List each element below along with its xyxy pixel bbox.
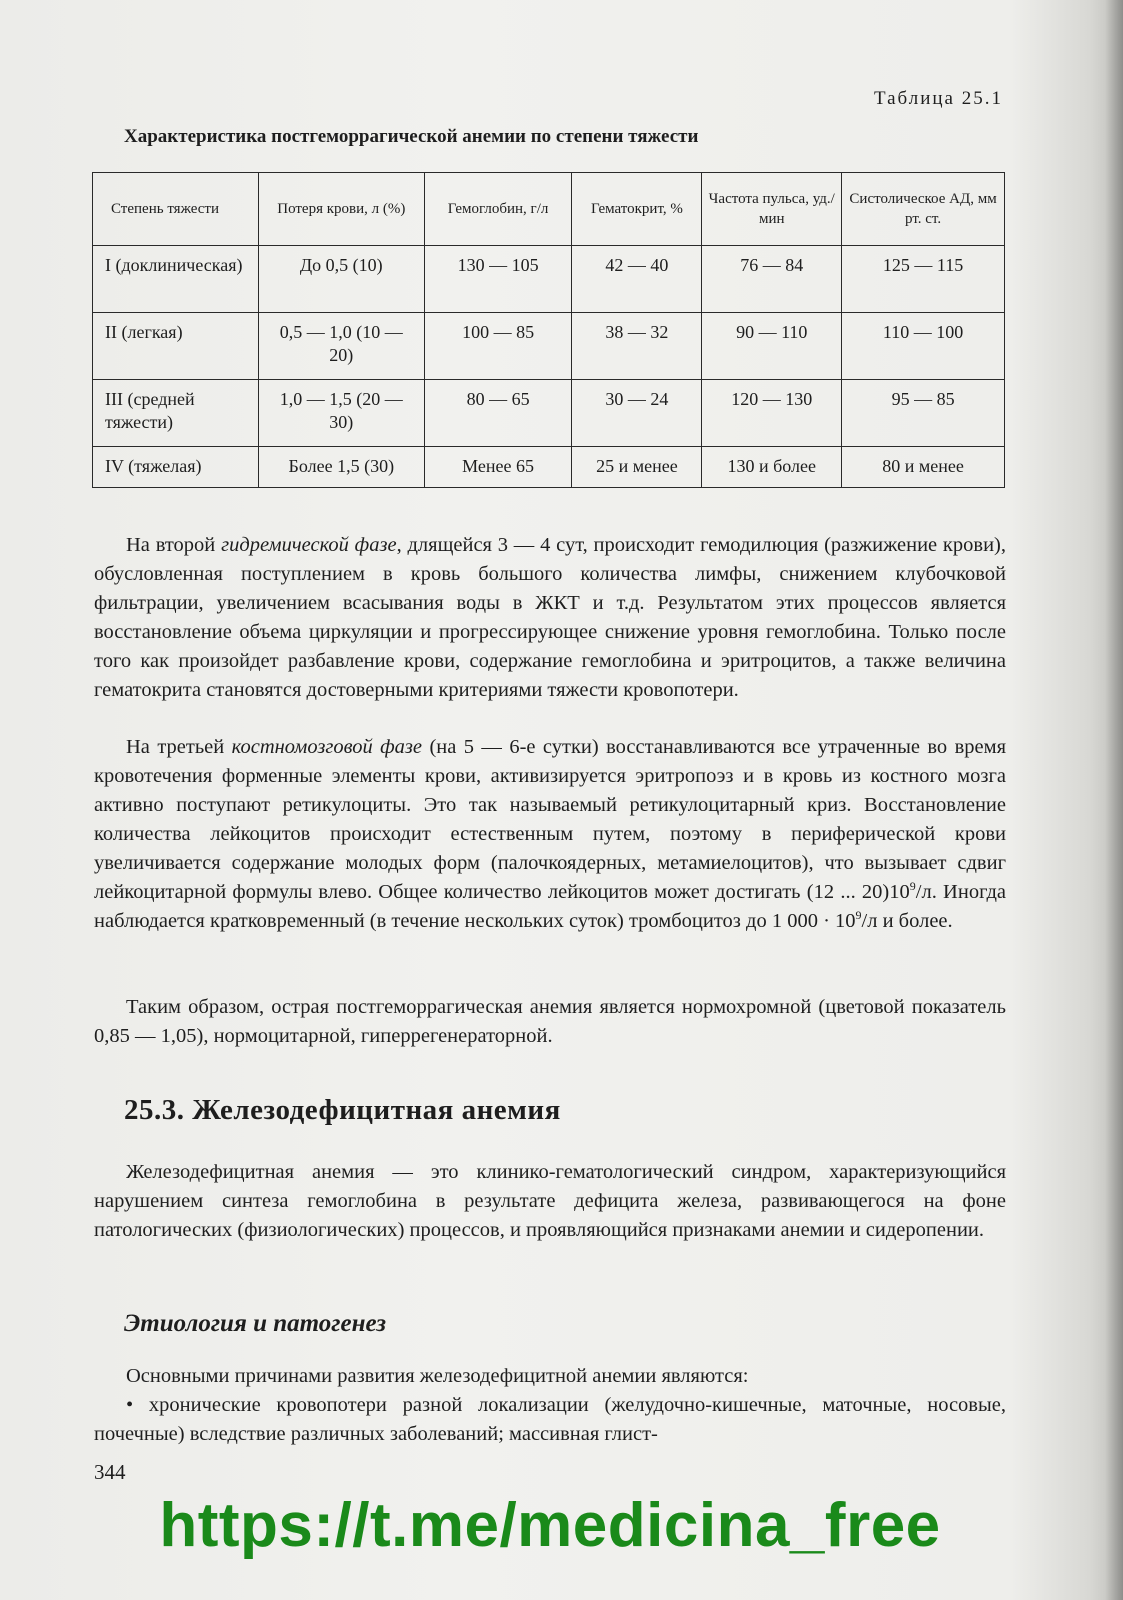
table-row: [93, 246, 1005, 313]
table-cell: IV (тяжелая): [93, 447, 259, 488]
text-run: На третьей: [126, 736, 232, 758]
table-caption: Характеристика постгеморрагической анемии по степени тяжести: [124, 126, 699, 147]
table-header: Систолическое АД, мм рт. ст.: [842, 173, 1005, 246]
table-header: Степень тяжести: [93, 173, 259, 246]
severity-table: [92, 172, 1005, 488]
text-run: Основными причинами развития железодефицитной анемии являются:: [126, 1365, 749, 1387]
footer-link[interactable]: https://t.me/medicina_free: [159, 1491, 941, 1560]
italic-term: костномозговой фазе: [231, 736, 423, 758]
table-cell: 0,5 — 1,0 (10 — 20): [258, 313, 424, 380]
table-cell: 80 — 65: [424, 380, 572, 447]
table-header-row: [93, 173, 1005, 246]
page-edge-shadow: [1105, 0, 1123, 1600]
paragraph-bone-marrow-phase: [94, 733, 1006, 936]
table-header: Гематокрит, %: [572, 173, 702, 246]
paragraph-definition: [94, 1158, 1006, 1245]
table-cell: 42 — 40: [572, 246, 702, 313]
table-cell: 130 и более: [702, 447, 842, 488]
table-cell: III (средней тяжести): [93, 380, 259, 447]
text-run: /л. Иногда наблюдается кратковременный (в течение нескольких суток) тромбоцитоз до 1 000 · 10: [94, 881, 1006, 932]
table-cell: 1,0 — 1,5 (20 — 30): [258, 380, 424, 447]
paragraph-causes: [94, 1362, 1006, 1449]
table-cell: 100 — 85: [424, 313, 572, 380]
italic-term: гидремической фазе: [221, 534, 397, 556]
page-number: 344: [94, 1460, 126, 1484]
table-cell: 25 и менее: [572, 447, 702, 488]
superscript: 9: [855, 908, 862, 923]
table-cell: 130 — 105: [424, 246, 572, 313]
paragraph-hydremic-phase: [94, 531, 1006, 705]
text-run: /л и более.: [861, 910, 953, 932]
text-run: (на 5 — 6-е сутки) восстанавливаются все утраченные во время кровотечения форменные элементы крови, активизируется эритропоэз и в кровь из костного мозга активно поступают ретикулоциты. Это так называемый ретикулоцитарный криз. Восстановление количества лейкоцитов происходит естественным путем, поэтому в периферической крови увеличивается содержание молодых форм (палочкоядерных, метамиелоцитов), что вызывает сдвиг лейкоцитарной формулы влево. Общее количество лейкоцитов может достигать (12 ... 20)10: [94, 736, 1006, 903]
table-header: Частота пульса, уд./мин: [702, 173, 842, 246]
table-cell: 120 — 130: [702, 380, 842, 447]
table-cell: 80 и менее: [842, 447, 1005, 488]
sub-heading: Этиология и патогенез: [124, 1310, 386, 1337]
text-run: Таким образом, острая постгеморрагическая анемия является нормохромной (цветовой показатель 0,85 — 1,05), нормоцитарной, гиперрегенераторной.: [94, 996, 1006, 1047]
table-cell: II (легкая): [93, 313, 259, 380]
table-cell: 76 — 84: [702, 246, 842, 313]
text-run: , длящейся 3 — 4 сут, происходит гемодилюция (разжижение крови), обусловленная поступлением в кровь большого количества лимфы, снижением клубочковой фильтрации, увеличением всасывания воды в ЖКТ и т.д. Результатом этих процессов является восстановление объема циркуляции и прогрессирующее снижение уровня гемоглобина. Только после того как произойдет разбавление крови, содержание гемоглобина и эритроцитов, а также величина гематокрита становятся достоверными критериями тяжести кровопотери.: [94, 534, 1006, 701]
table-cell: До 0,5 (10): [258, 246, 424, 313]
table-cell: 125 — 115: [842, 246, 1005, 313]
table-row: [93, 380, 1005, 447]
table-cell: Более 1,5 (30): [258, 447, 424, 488]
table-cell: 38 — 32: [572, 313, 702, 380]
text-run: На второй: [126, 534, 222, 556]
table-header: Гемоглобин, г/л: [424, 173, 572, 246]
table-row: [93, 313, 1005, 380]
section-heading: 25.3. Железодефицитная анемия: [124, 1094, 561, 1126]
table-header: Потеря крови, л (%): [258, 173, 424, 246]
table-cell: I (доклиническая): [93, 246, 259, 313]
paragraph-summary: [94, 993, 1006, 1051]
table-cell: Менее 65: [424, 447, 572, 488]
table-cell: 90 — 110: [702, 313, 842, 380]
table-label: Таблица 25.1: [873, 88, 1003, 109]
table-cell: 110 — 100: [842, 313, 1005, 380]
table-cell: 30 — 24: [572, 380, 702, 447]
table-row: [93, 447, 1005, 488]
text-run: Железодефицитная анемия — это клинико-гематологический синдром, характеризующийся нарушением синтеза гемоглобина в результате дефицита железа, развивающегося на фоне патологических (физиологических) процессов, и проявляющийся признаками анемии и сидеропении.: [94, 1161, 1006, 1241]
table-cell: 95 — 85: [842, 380, 1005, 447]
superscript: 9: [909, 879, 916, 894]
bullet-item: • хронические кровопотери разной локализации (желудочно-кишечные, маточные, носовые, почечные) вследствие различных заболеваний; массивная глист-: [94, 1394, 1006, 1445]
